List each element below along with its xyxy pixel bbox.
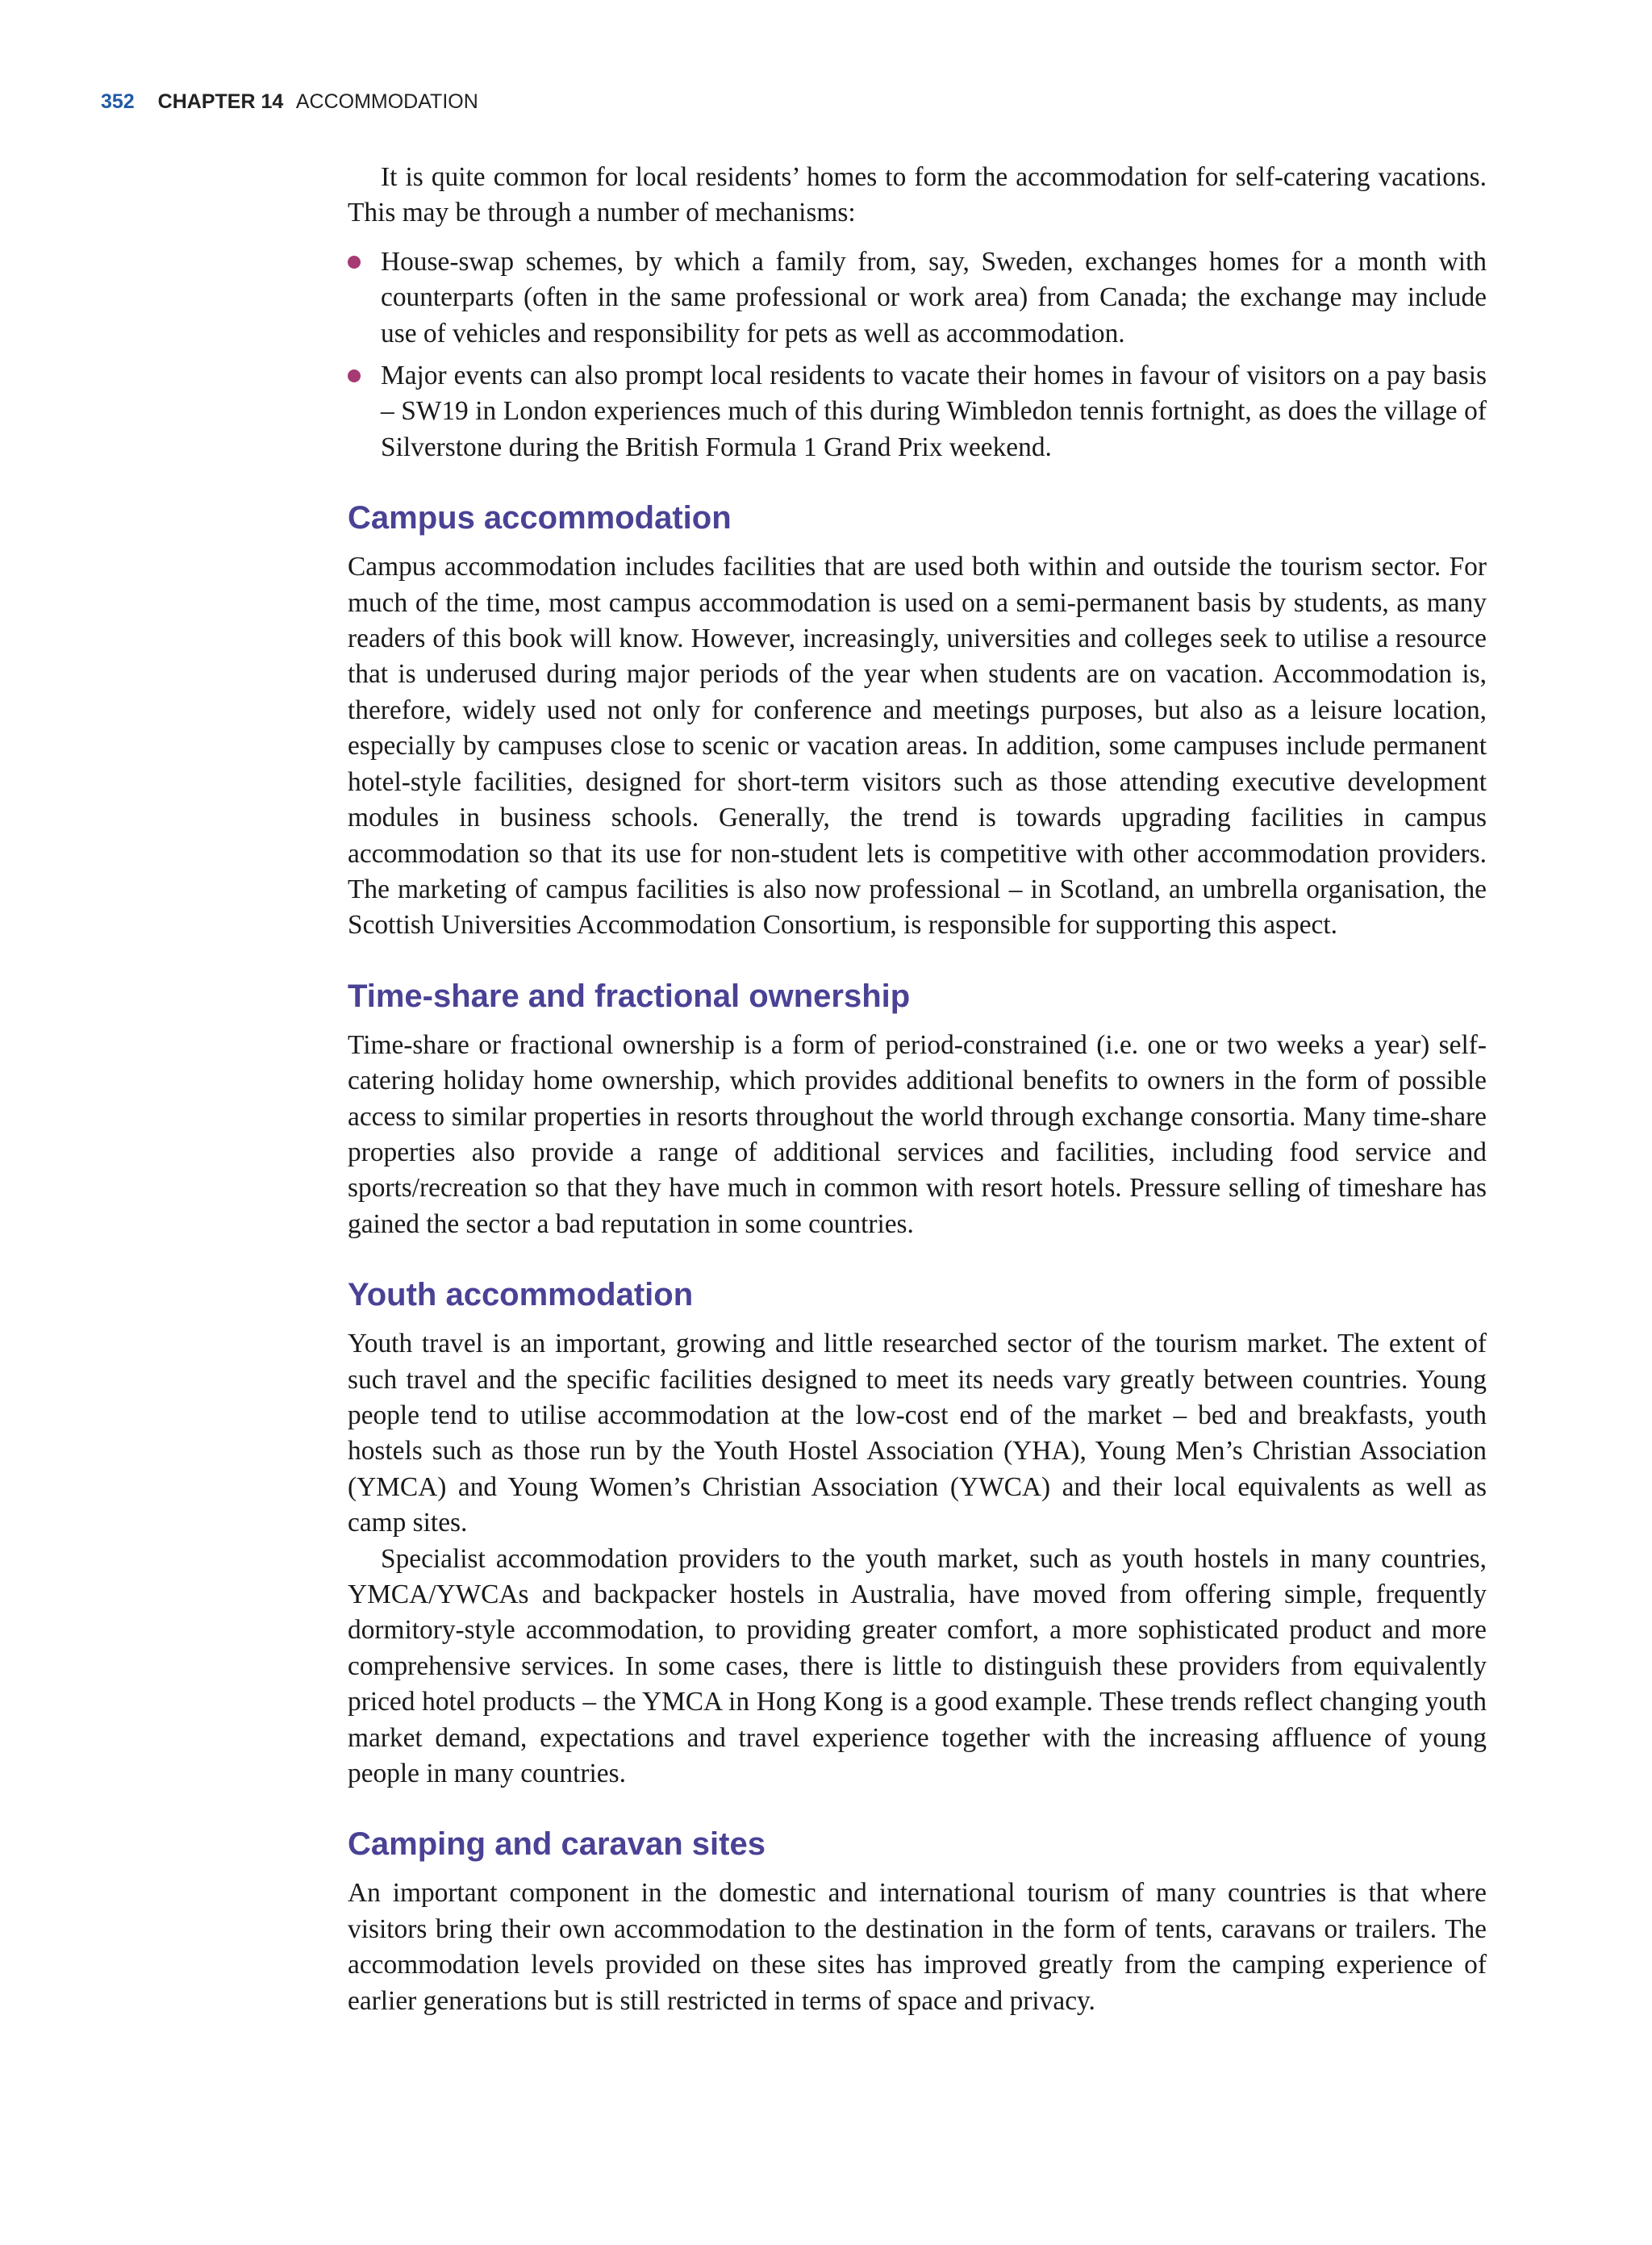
bullet-icon [348,369,361,382]
section-paragraph: Specialist accommodation providers to the youth market, such as youth hostels in many countries, YMCA/YWCAs and backpacker hostels in Australia, have moved from offering simple, frequently dormitory-style accommodation, to providing greater comfort, a more sophisticated product and more comprehensive services. In some cases, there is little to distinguish these providers from equivalently priced hotel products – the YMCA in Hong Kong is a good example. These trends reflect changing youth market demand, expectations and travel experience together with the increasing affluence of young people in many countries. [348,1543,1487,1789]
list-item-text: Major events can also prompt local residents to vacate their homes in favour of visitors on a pay basis – SW19 in London experiences much of this during Wimbledon tennis fortnight, as does the village of Silverstone during the British Formula 1 Grand Prix weekend. [381,361,1487,462]
bullet-icon [348,256,361,269]
section-heading-time-share: Time-share and fractional ownership [348,978,911,1014]
section-paragraph: Time-share or fractional ownership is a form of period-constrained (i.e. one or two weeks a year) self-catering holiday home ownership, which provides additional benefits to owners in the form of possible access to similar properties in resorts throughout the world through exchange consortia. Many time-share properties also provide a range of additional services and facilities, including food service and sports/recreation so that they have much in common with resort hotels. Pressure selling of timeshare has gained the sector a bad reputation in some countries. [348,1029,1487,1239]
section-paragraph: Campus accommodation includes facilities that are used both within and outside the tourism sector. For much of the time, most campus accommodation is used on a semi-permanent basis by students, as many readers of this book will know. However, increasingly, universities and colleges seek to utilise a resource that is underused during major periods of the year when students are on vacation. Accommodation is, therefore, widely used not only for conference and meetings purposes, but also as a leisure location, especially by campuses close to scenic or vacation areas. In addition, some campuses include permanent hotel-style facilities, designed for short-term visitors such as those attending executive development modules in business schools. Generally, the trend is towards upgrading facilities in campus accommodation so that its use for non-student lets is competitive with other accommodation providers. The marketing of campus facilities is also now professional – in Scotland, an umbrella organisation, the Scottish Universities Accommodation Consortium, is responsible for supporting this aspect. [348,552,1487,941]
section-paragraph: Youth travel is an important, growing and little researched sector of the tourism market. The extent of such travel and the specific facilities designed to meet its needs vary greatly between countries. Young people tend to utilise accommodation at the low-cost end of the market – bed and breakfasts, youth hostels such as those run by the Youth Hostel Association (YHA), Young Men’s Christian Association (YMCA) and Young Women’s Christian Association (YWCA) and their local equivalents as well as camp sites. [348,1329,1487,1538]
chapter-title: ACCOMMODATION [295,90,478,113]
running-head [101,90,478,114]
list-item [348,244,1487,352]
chapter-label: CHAPTER 14 [157,90,284,113]
section-paragraph: An important component in the domestic and international tourism of many countries is that where visitors bring their own accommodation to the destination in the form of tents, caravans or trailers. The accommodation levels provided on these sites has improved greatly from the camping experience of earlier generations but is still restricted in terms of space and privacy. [348,1878,1487,2016]
bullet-list [348,244,1487,465]
list-item-text: House-swap schemes, by which a family from, say, Sweden, exchanges homes for a month with counterparts (often in the same professional or work area) from Canada; the exchange may include use of vehicles and responsibility for pets as well as accommodation. [381,246,1487,348]
intro-paragraph: It is quite common for local residents’ homes to form the accommodation for self-catering vacations. This may be through a number of mechanisms: [348,162,1487,228]
list-item [348,358,1487,465]
section-heading-camping: Camping and caravan sites [348,1826,766,1863]
body-text [348,160,1487,2019]
section-heading-campus: Campus accommodation [348,500,732,536]
page-number: 352 [101,90,135,113]
section-heading-youth: Youth accommodation [348,1277,694,1313]
